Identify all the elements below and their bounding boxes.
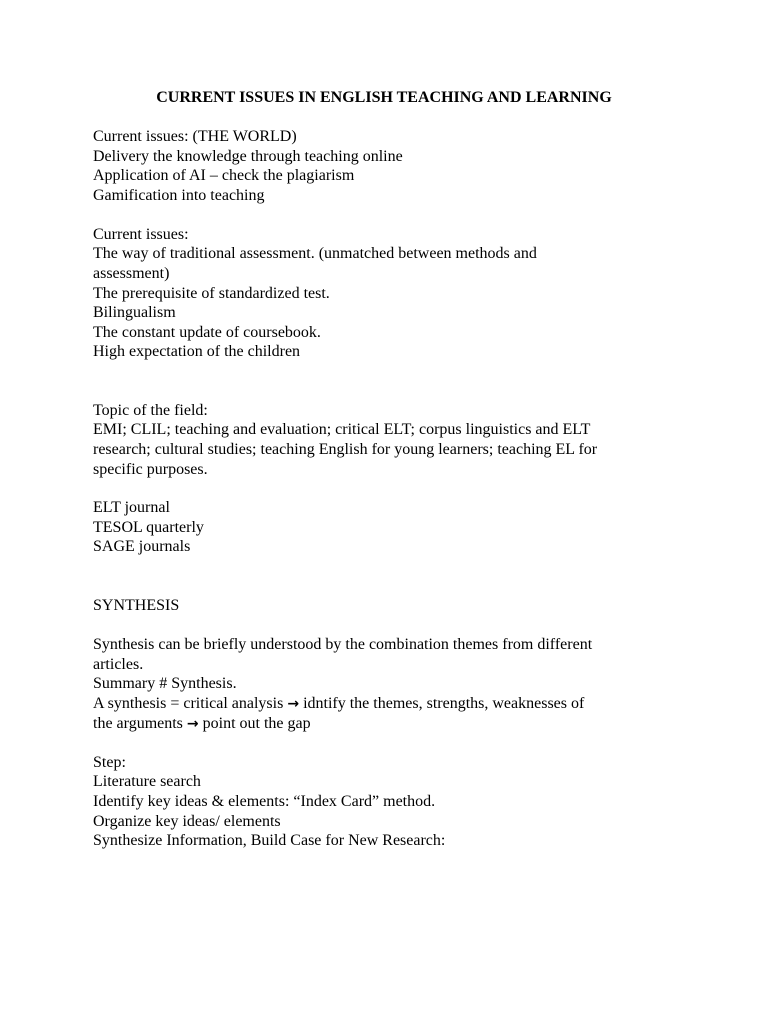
synthesis-analysis-line: [93, 694, 673, 715]
step-item: Identify key ideas & elements: “Index Card” method.: [93, 793, 436, 810]
synthesis-text-line: Summary # Synthesis.: [93, 675, 237, 692]
world-issues-heading: Current issues: (THE WORLD): [93, 128, 297, 145]
field-heading: Topic of the field:: [93, 402, 208, 419]
world-issue-item: Gamification into teaching: [93, 187, 265, 204]
step-item: Literature search: [93, 773, 201, 790]
journal-item: ELT journal: [93, 499, 170, 516]
field-topics-line: EMI; CLIL; teaching and evaluation; critical ELT; corpus linguistics and ELT: [93, 421, 591, 438]
right-arrow-icon: →: [287, 696, 300, 712]
field-topics-line: specific purposes.: [93, 461, 208, 478]
journal-item: TESOL quarterly: [93, 519, 204, 536]
synthesis-analysis-part: point out the gap: [202, 715, 311, 732]
synthesis-text-line: Synthesis can be briefly understood by the combination themes from different: [93, 636, 593, 653]
field-topics-line: research; cultural studies; teaching English for young learners; teaching EL for: [93, 441, 598, 458]
world-issue-item: Delivery the knowledge through teaching online: [93, 148, 403, 165]
local-issue-item: The prerequisite of standardized test.: [93, 285, 330, 302]
step-item: Synthesize Information, Build Case for New Research:: [93, 832, 446, 849]
local-issue-item: assessment): [93, 265, 170, 282]
synthesis-analysis-part: idntify the themes, strengths, weaknesses of: [303, 695, 585, 712]
steps-heading: Step:: [93, 754, 126, 771]
local-issue-item: The way of traditional assessment. (unmatched between methods and: [93, 245, 537, 262]
step-item: Organize key ideas/ elements: [93, 813, 281, 830]
local-issues-heading: Current issues:: [93, 226, 189, 243]
synthesis-text-line: articles.: [93, 656, 144, 673]
synthesis-analysis-part: A synthesis = critical analysis: [93, 695, 284, 712]
world-issue-item: Application of AI – check the plagiarism: [93, 167, 355, 184]
synthesis-analysis-part: the arguments: [93, 715, 183, 732]
document-title: CURRENT ISSUES IN ENGLISH TEACHING AND LEARNING: [156, 89, 612, 106]
right-arrow-icon: →: [186, 716, 199, 732]
local-issue-item: High expectation of the children: [93, 343, 301, 360]
synthesis-heading: SYNTHESIS: [93, 597, 180, 614]
local-issue-item: Bilingualism: [93, 304, 176, 321]
synthesis-analysis-line: [93, 714, 673, 735]
local-issue-item: The constant update of coursebook.: [93, 324, 321, 341]
journal-item: SAGE journals: [93, 538, 191, 555]
